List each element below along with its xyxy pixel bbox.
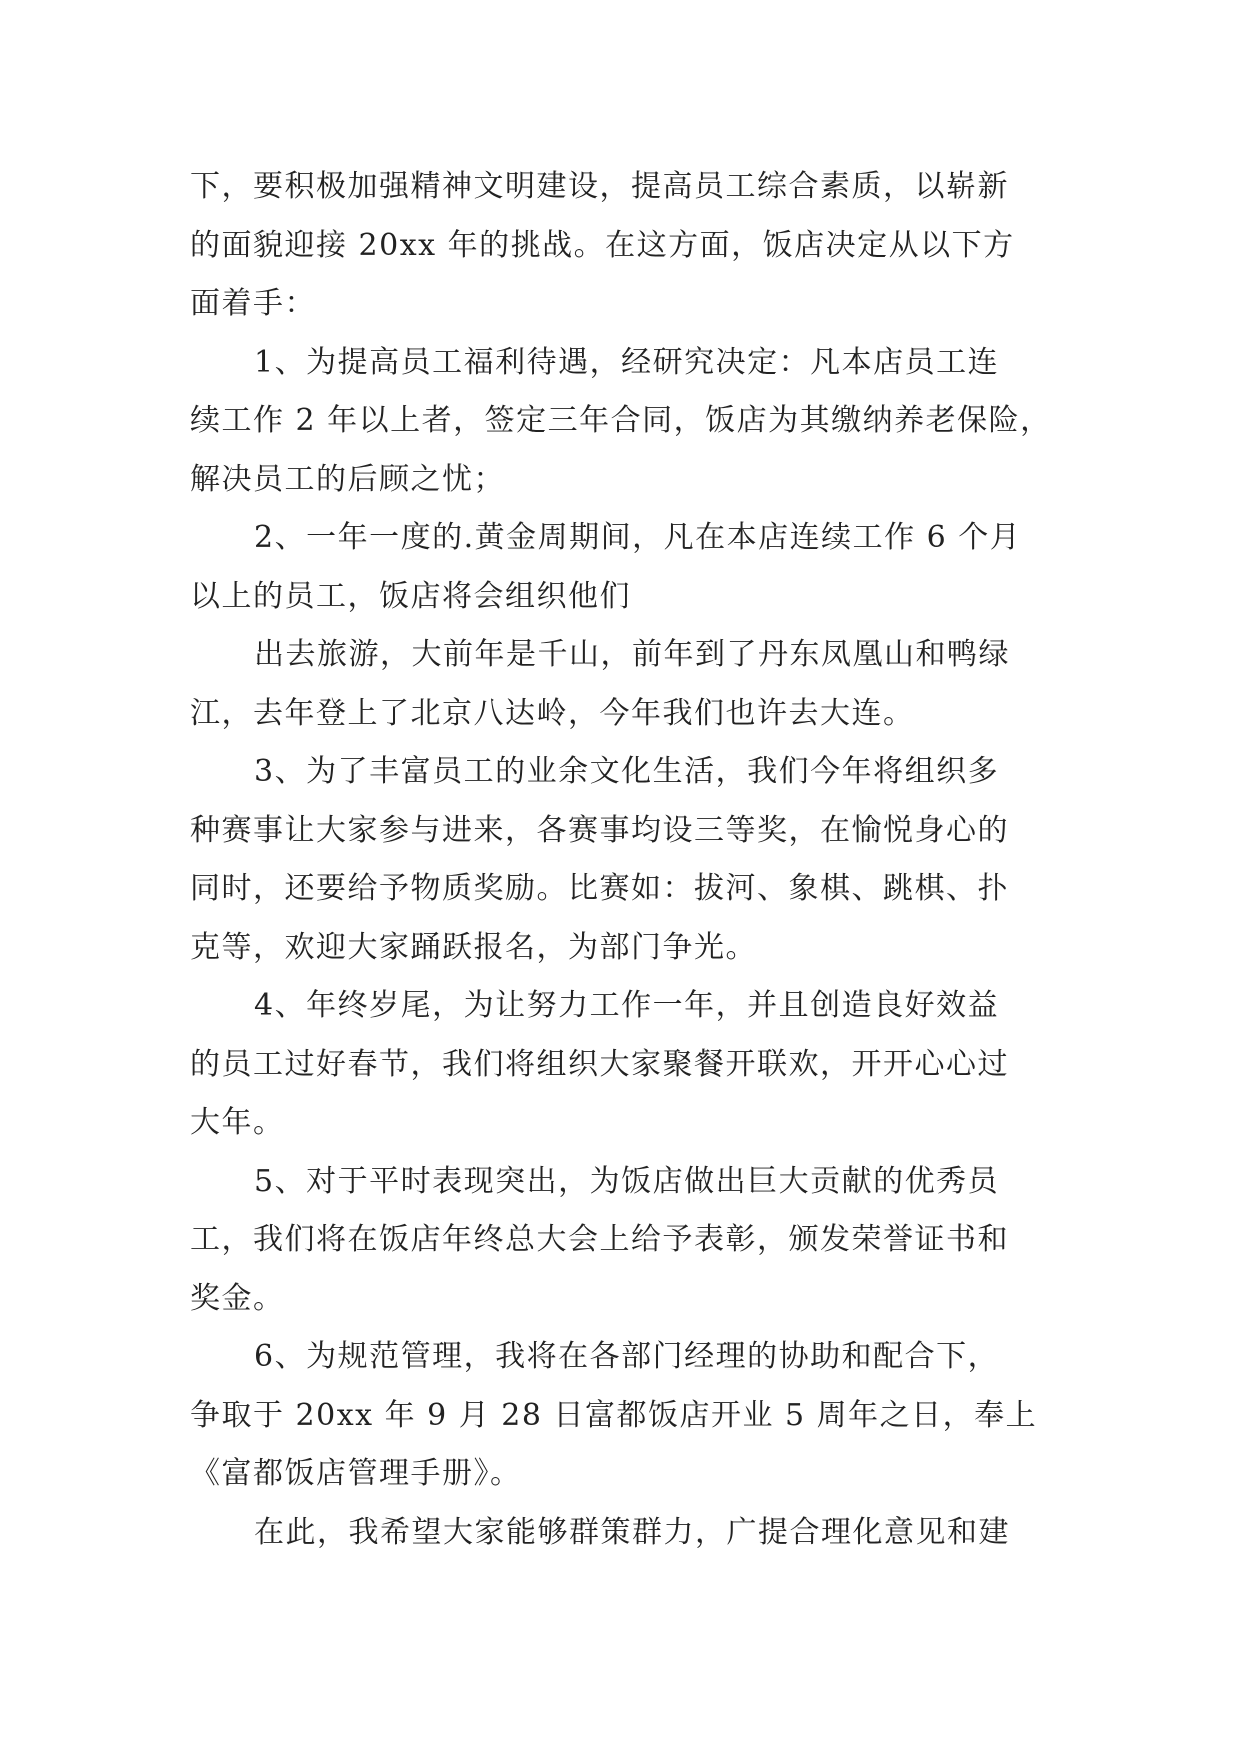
text-line: 3、为了丰富员工的业余文化生活，我们今年将组织多 [254,754,1000,789]
text-line: 续工作 2 年以上者，签定三年合同，饭店为其缴纳养老保险， [190,403,1052,438]
text-line: 5、对于平时表现突出，为饭店做出巨大贡献的优秀员 [254,1163,1000,1199]
document-body [190,158,1050,1562]
text-line: 解决员工的后顾之忧； [190,461,505,497]
text-line: 4、年终岁尾，为让努力工作一年，并且创造良好效益 [254,988,1000,1023]
text-line: 的员工过好春节，我们将组织大家聚餐开联欢，开开心心过 [190,1046,1009,1082]
text-line: 奖金。 [190,1280,285,1316]
text-line: 工，我们将在饭店年终总大会上给予表彰，颁发荣誉证书和 [190,1222,1009,1257]
text-line: 面着手： [190,286,316,321]
text-line: 1、为提高员工福利待遇，经研究决定：凡本店员工连 [254,344,1000,380]
text-line: 同时，还要给予物质奖励。比赛如：拔河、象棋、跳棋、扑 [190,871,1009,906]
text-line: 的面貌迎接 20xx 年的挑战。在这方面，饭店决定从以下方 [190,227,1015,263]
text-line: 在此，我希望大家能够群策群力，广提合理化意见和建 [254,1514,1010,1550]
text-line: 以上的员工，饭店将会组织他们 [190,578,631,614]
text-line: 6、为规范管理，我将在各部门经理的协助和配合下， [254,1339,1000,1374]
text-line: 大年。 [190,1105,285,1140]
text-line: 争取于 20xx 年 9 月 28 日富都饭店开业 5 周年之日，奉上 [190,1397,1038,1433]
text-line: 出去旅游，大前年是千山，前年到了丹东凤凰山和鸭绿 [254,637,1010,672]
text-line: 2、一年一度的.黄金周期间，凡在本店连续工作 6 个月 [254,520,1022,555]
text-line: 种赛事让大家参与进来，各赛事均设三等奖，在愉悦身心的 [190,812,1009,848]
text-line: 下，要积极加强精神文明建设，提高员工综合素质，以崭新 [190,169,1009,204]
text-line: 《富都饭店管理手册》。 [190,1456,522,1491]
text-line: 克等，欢迎大家踊跃报名，为部门争光。 [190,929,757,965]
text-line: 江，去年登上了北京八达岭，今年我们也许去大连。 [190,695,915,731]
